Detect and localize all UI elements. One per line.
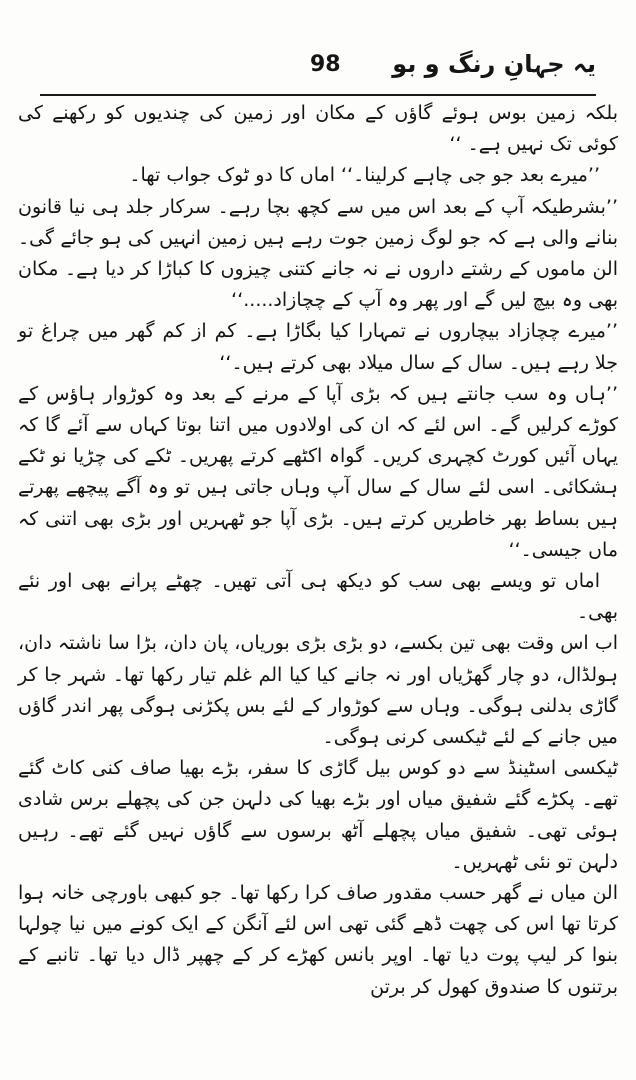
paragraph: اماں تو ویسے بھی سب کو دیکھ ہی آتی تھیں۔ چھٹے پرانے بھی اور نئے بھی۔: [18, 570, 618, 624]
paragraph: ’’میرے بعد جو جی چاہے کرلینا۔‘‘ اماں کا دو ٹوک جواب تھا۔: [129, 164, 600, 187]
paragraph: اب اس وقت بھی تین بکسے، دو بڑی بڑی بوریاں، پان دان، بڑا سا ناشتہ دان، ہولڈال، دو چار گھڑیاں اور نہ جانے کیا کیا الم غلم تیار رکھا تھا۔ شہر جا کر گاڑی بدلنی ہوگی۔ وہاں سے کوڑوار کے لئے بس پکڑنی ہوگی پھر اندر گاؤں میں جانے کے لئے ٹیکسی کرنی ہوگی۔: [18, 632, 618, 749]
paragraph: ’’میرے چچازاد بیچاروں نے تمہارا کیا بگاڑا ہے۔ کم از کم گھر میں چراغ تو جلا رہے ہیں۔ سال کے سال میلاد بھی کرتے ہیں۔‘‘: [18, 320, 618, 374]
paragraph: ’’بشرطیکہ آپ کے بعد اس میں سے کچھ بچا رہے۔ سرکار جلد ہی نیا قانون بنانے والی ہے کہ جو لوگ زمین جوت رہے ہیں زمین انہیں کی ہو جائے گی۔ الن ماموں کے رشتے داروں نے نہ جانے کتنی چیزوں کا کباڑا کر دیا ہے۔ مکان بھی وہ بیچ لیں گے اور پھر وہ آپ کے چچازاد.....‘‘: [18, 195, 618, 312]
page-number: 98: [310, 52, 341, 77]
header-rule: [40, 94, 596, 96]
paragraph: الن میاں نے گھر حسب مقدور صاف کرا رکھا تھا۔ جو کبھی باورچی خانہ ہوا کرتا تھا اس کی چھت ڈھے گئی تھی اس لئے آنگن کے ایک کونے میں نیا چولہا بنوا کر لیپ پوت دیا تھا۔ اوپر بانس کھڑے کر کے چھپر ڈال دیا تھا۔ تانبے کے برتنوں کا صندوق کھول کر برتن: [18, 882, 618, 998]
body-text: [18, 98, 618, 1058]
page-header: [40, 50, 596, 90]
paragraph: بلکہ زمین بوس ہوئے گاؤں کے مکان اور زمین کی چندیوں کو رکھنے کی کوئی تک نہیں ہے۔ ‘‘: [18, 102, 618, 156]
paragraph: ٹیکسی اسٹینڈ سے دو کوس بیل گاڑی کا سفر، بڑے بھیا صاف کنی کاٹ گئے تھے۔ پکڑے گئے شفیق میاں اور بڑے بھیا کی دلہن جن کی پچھلے برس شادی ہوئی تھی۔ شفیق میاں پچھلے آٹھ برسوں سے گاؤں نہیں گئے تھے۔ رہیں دلہن تو نئی ٹھہریں۔: [18, 757, 618, 873]
running-title: یہ جہانِ رنگ و بو: [392, 50, 596, 78]
paragraph: ’’ہاں وہ سب جانتے ہیں کہ بڑی آپا کے مرنے کے بعد وہ کوڑوار ہاؤس کے کوڑے کرلیں گے۔ اس لئے کہ ان کی اولادوں میں اتنا بوتا کہاں سے آئے گا کہ یہاں آئیں کورٹ کچہری کریں۔ گواہ اکٹھے کرتے پھریں۔ ٹکے کی چڑیا نو ٹکے ہشکائی۔ اسی لئے سال کے سال آپ وہاں جاتی ہیں تو وہ آگے پیچھے پھرتے ہیں بساط بھر خاطریں کرتے ہیں۔ بڑی آپا جو ٹھہریں اور بڑی بھی اتنی کہ ماں جیسی۔‘‘: [18, 382, 618, 561]
